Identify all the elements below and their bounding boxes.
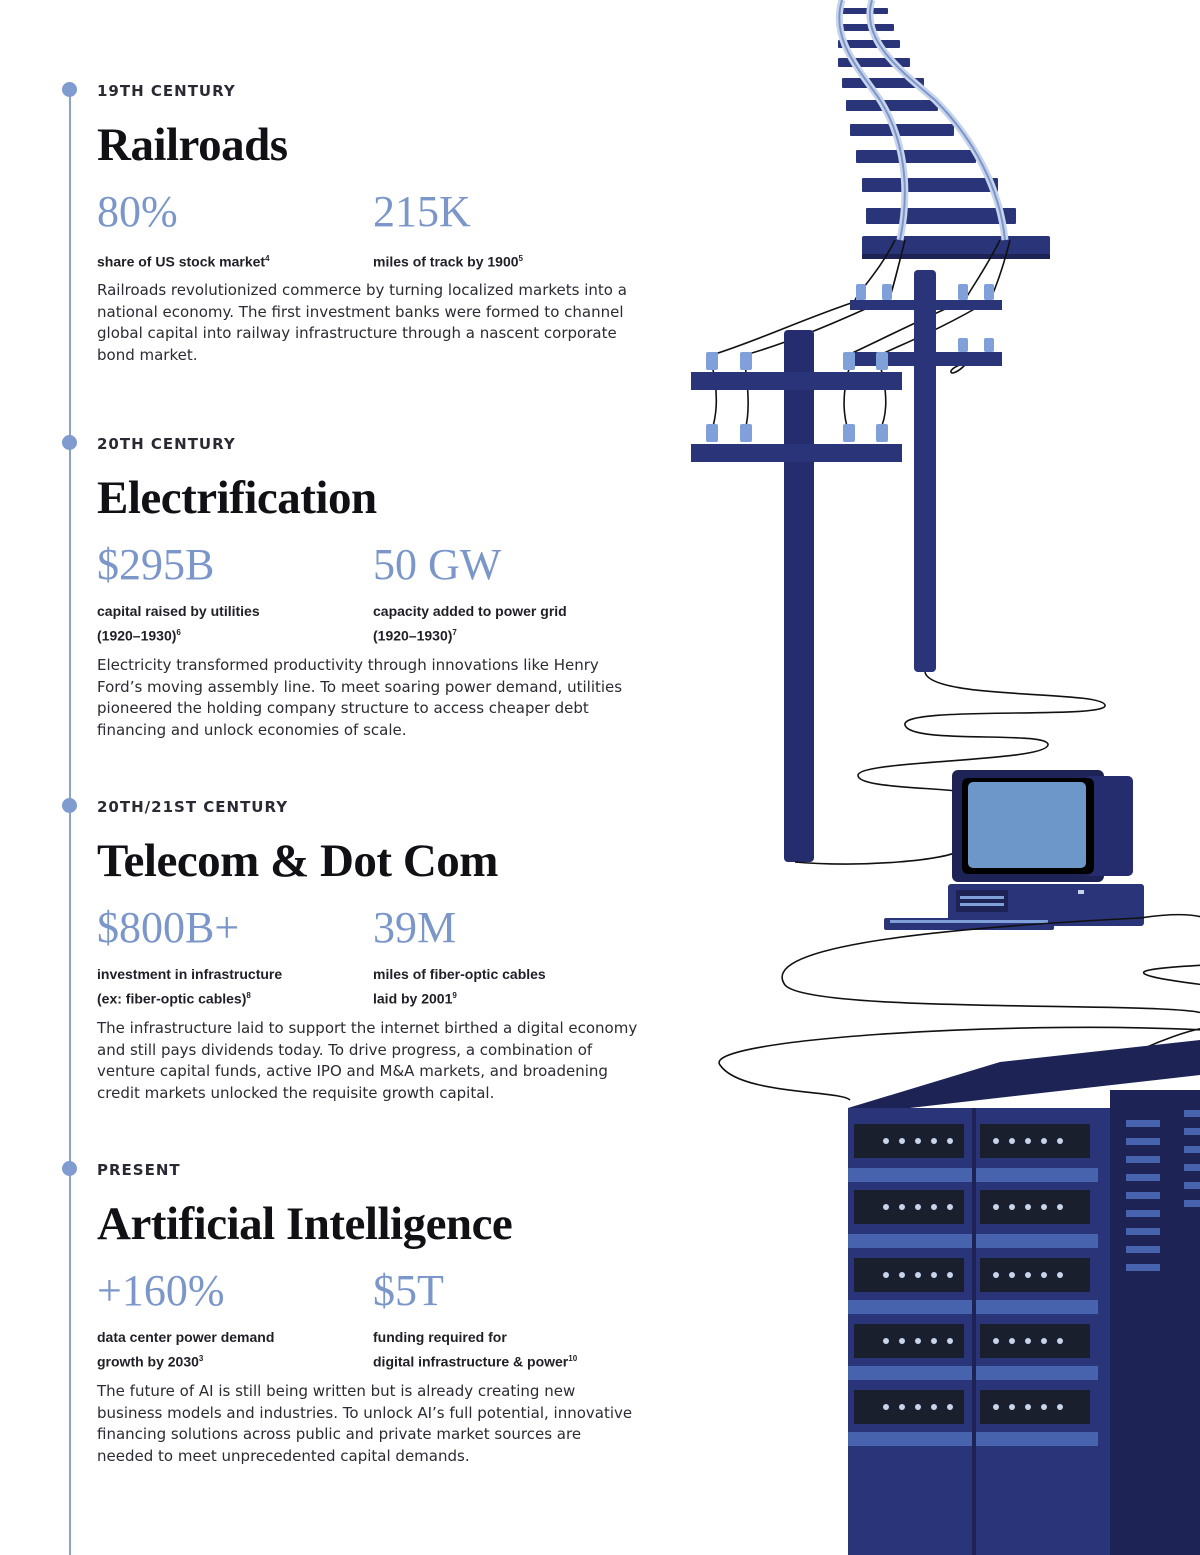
railroad-track-icon bbox=[838, 0, 1050, 259]
section-title: Artificial Intelligence bbox=[97, 1198, 513, 1250]
stat-value: +160% bbox=[97, 1266, 225, 1315]
stat-label: share of US stock market$^4$ bbox=[97, 253, 270, 270]
infrastructure-illustration bbox=[640, 0, 1200, 1555]
stat-right bbox=[373, 1266, 578, 1373]
timeline-dot-electrification bbox=[62, 435, 77, 450]
stat-left bbox=[97, 187, 270, 273]
server-rack-icon bbox=[848, 1040, 1200, 1555]
stat-label: capital raised by utilities (1920–1930)$^6$ bbox=[97, 603, 260, 644]
stat-value: $295B bbox=[97, 540, 215, 589]
section-body: Electricity transformed productivity through innovations like Henry Ford’s moving assembly line. To meet soaring power demand, utilities pioneered the holding company structure to access cheaper debt financing and unlock economies of scale. bbox=[97, 656, 623, 739]
stat-right bbox=[373, 187, 523, 273]
section-body: The infrastructure laid to support the internet birthed a digital economy and still pays dividends today. To drive progress, a combination of venture capital funds, active IPO and M&A markets, and broadening credit markets unlocked the requisite growth capital. bbox=[97, 1019, 638, 1102]
stat-value: 39M bbox=[373, 903, 457, 952]
timeline-line bbox=[69, 88, 71, 1555]
era-label: PRESENT bbox=[97, 1161, 181, 1179]
stat-label: miles of track by 1900$^5$ bbox=[373, 253, 523, 270]
section-electrification bbox=[97, 435, 657, 739]
stat-left bbox=[97, 1266, 275, 1373]
section-railroads bbox=[97, 82, 657, 364]
section-title: Electrification bbox=[97, 472, 377, 524]
era-label: 19TH CENTURY bbox=[97, 82, 236, 100]
stat-value: 215K bbox=[373, 187, 471, 236]
stat-label: capacity added to power grid (1920–1930)$^7$ bbox=[373, 603, 567, 644]
era-label: 20TH CENTURY bbox=[97, 435, 236, 453]
timeline-dot-telecom bbox=[62, 798, 77, 813]
section-body: The future of AI is still being written but is already creating new business models and industries. To unlock AI’s full potential, innovative financing solutions across public and private market sources are needed to meet unprecedented capital demands. bbox=[97, 1382, 633, 1465]
section-title: Telecom & Dot Com bbox=[97, 835, 498, 887]
era-label: 20TH/21ST CENTURY bbox=[97, 798, 289, 816]
stat-right bbox=[373, 903, 546, 1010]
stat-left bbox=[97, 540, 260, 647]
stat-left bbox=[97, 903, 283, 1010]
stat-value: $5T bbox=[373, 1266, 444, 1315]
section-title: Railroads bbox=[97, 119, 288, 171]
stat-value: 50 GW bbox=[373, 540, 502, 589]
stat-label: investment in infrastructure (ex: fiber-optic cables)$^8$ bbox=[97, 966, 283, 1007]
stat-value: 80% bbox=[97, 187, 178, 236]
section-body: Railroads revolutionized commerce by turning localized markets into a national economy. The first investment banks were formed to channel global capital into railway infrastructure through a nascent corporate bond market. bbox=[97, 281, 627, 364]
stat-label: miles of fiber-optic cables laid by 2001$^9$ bbox=[373, 966, 546, 1007]
computer-icon bbox=[884, 770, 1144, 930]
stat-value: $800B+ bbox=[97, 903, 240, 952]
section-telecom bbox=[97, 798, 657, 1102]
stat-label: data center power demand growth by 2030$^3$ bbox=[97, 1329, 275, 1370]
timeline-dot-ai bbox=[62, 1161, 77, 1176]
section-ai bbox=[97, 1161, 657, 1465]
stat-right bbox=[373, 540, 567, 647]
stat-label: funding required for digital infrastructure & power$^{10}$ bbox=[373, 1329, 578, 1370]
timeline-dot-railroads bbox=[62, 82, 77, 97]
